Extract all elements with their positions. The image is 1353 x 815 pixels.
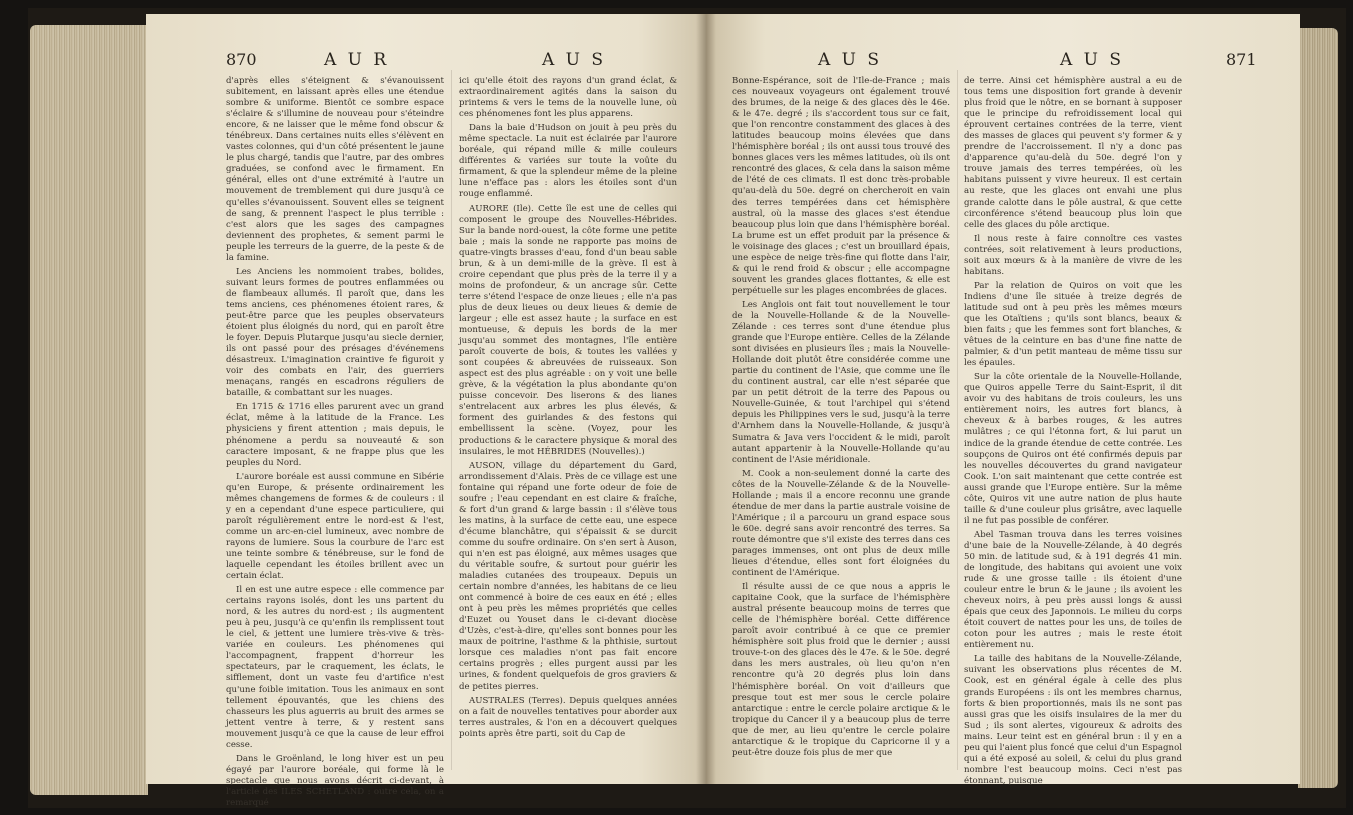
right-page (706, 14, 1300, 784)
paragraph: M. Cook a non-seulement donné la carte des côtes de la Nouvelle-Zélande & de la Nouvelle-Hollande ; mais il a encore reconnu une grande étendue de mer dans la partie australe voisine de l'Amérique ; il a parcouru un grand espace sous le 60e. degré sans avoir rencontré des terres. Sa route démontre que s'il existe des terres dans ces parages immenses, ont ont plus de deux mille lieues d'étendue, elles sont fort éloignées du continent de l'Amérique. (732, 468, 950, 579)
page-number-left: 870 (226, 50, 257, 69)
paragraph: En 1715 & 1716 elles parurent avec un grand éclat, même à la latitude de la France. Les physiciens y firent attention ; mais depuis, le phénomene a perdu sa nouveauté & son caractere imposant, & ne frappe plus que les peuples du Nord. (226, 402, 444, 468)
left-page-column-2 (459, 76, 677, 743)
page-number-right: 871 (1226, 50, 1257, 69)
running-head-left-2: A U S (542, 50, 607, 70)
column-rule (451, 70, 452, 770)
paragraph: Par la relation de Quiros on voit que les Indiens d'une île située à treize degrés de latitude sud ont à peu près les mêmes mœurs que les Otaïtiens ; qu'ils sont blancs, beaux & bien faits ; que les femmes sont fort blanches, & vêtues de la ceinture en bas d'une fine natte de palmier, & d'un petit manteau de même tissu sur les épaules. (964, 280, 1182, 369)
paragraph: de terre. Ainsi cet hémisphère austral a eu de tous tems une disposition fort grande à devenir plus froid que le nôtre, en se bornant à supposer que le principe du refroidissement local qui éprouvent certaines contrées de la terre, vient des masses de glaces qui peuvent s'y former & y prendre de l'accroissement. Il n'y a donc pas d'apparence qu'au-delà du 50e. degré l'on y trouve jamais des terres tempérées, où les habitans puissent y vivre heureux. Il est certain au reste, que les glaces ont envahi une plus grande calotte dans le pôle austral, & que cette circonférence s'étend beaucoup plus loin que celle des glaces du pôle arctique. (964, 76, 1182, 230)
paragraph: AURORE (Ile). Cette île est une de celles qui composent le groupe des Nouvelles-Hébrides. Sur la bande nord-ouest, la côte forme une petite baie ; mais la sonde ne rapporte pas moins de quatre-vingts brasses d'eau, fond d'un beau sable brun, & à un demi-mille de la grève. Il est à croire cependant que plus près de la terre il y a moins de profondeur, & un ancrage sûr. Cette terre s'étend l'espace de onze lieues ; elle n'a pas plus de deux lieues ou deux lieues & demie de largeur ; elle est assez haute ; la surface en est montueuse, & depuis les bords de la mer jusqu'au sommet des montagnes, l'île entière paroît couverte de bois, & toutes les vallées y sont coupées & abreuvées de ruisseaux. Son aspect est des plus agréable : on y voit une belle grève, & la végétation la plus abondante qu'on puisse concevoir. Des liserons & des lianes s'entrelacent aux arbres les plus élevés, & forment des guirlandes & des festons qui embellissent la scène. (Voyez, pour les productions & le caractere physique & moral des insulaires, le mot HÉBRIDES (Nouvelles).) (459, 203, 677, 457)
paragraph: L'aurore boréale est aussi commune en Sibérie qu'en Europe, & présente ordinairement les mêmes changemens de formes & de couleurs : il y en a cependant d'une espece particuliere, qui paroît régulièrement entre le nord-est & l'est, comme un arc-en-ciel lumineux, avec nombre de rayons de lumiere. Sous la courbure de l'arc est une teinte sombre & ténébreuse, sur le fond de laquelle cependant les étoiles brillent avec un certain éclat. (226, 471, 444, 582)
paragraph: Bonne-Espérance, soit de l'Ile-de-France ; mais ces nouveaux voyageurs ont également trouvé des brumes, de la neige & des glaces dès le 46e. & le 47e. degré ; ils s'accordent tous sur ce fait, que l'on rencontre constamment des glaces à des latitudes beaucoup moins élevées que dans l'hémisphère boréal ; ils ont aussi tous trouvé des bonnes glaces vers les mêmes latitudes, où ils ont rencontré des glaces, & cela dans la saison même de l'été de ces climats. Il est donc très-probable qu'au-delà du 50e. degré on chercheroit en vain des terres tempérées dans cet hémisphère austral, où la masse des glaces s'est étendue beaucoup plus loin que dans l'hémisphère boréal. La brume est un effet produit par la présence & le voisinage des glaces ; c'est un brouillard épais, une espèce de neige très-fine qui flotte dans l'air, & qui le rend froid & obscur ; elle accompagne souvent les grandes glaces flottantes, & elle est perpétuelle sur les plages encombrées de glaces. (732, 76, 950, 296)
paragraph: AUSTRALES (Terres). Depuis quelques années on a fait de nouvelles tentatives pour aborder aux terres australes, & l'on en a découvert quelques points après être parti, soit du Cap de (459, 695, 677, 739)
paragraph: Les Anglois ont fait tout nouvellement le tour de la Nouvelle-Hollande & de la Nouvelle-Zélande : ces terres sont d'une étendue plus grande que l'Europe entière. Celles de la Zélande sont divisées en plusieurs îles ; mais la Nouvelle-Hollande doit plutôt être considérée comme une partie du continent de l'Asie, que comme une île du continent austral, car elle n'est séparée que par un petit détroit de la terre des Papous ou Nouvelle-Guinée, & tout l'archipel qui s'étend depuis les Philippines vers le sud, jusqu'à la terre d'Arnhem dans la Nouvelle-Hollande, & jusqu'à Sumatra & Java vers l'occident & le midi, paroît autant appartenir à la Nouvelle-Hollande qu'au continent de l'Asie méridionale. (732, 299, 950, 465)
paragraph: d'après elles s'éteignent & s'évanouissent subitement, en laissant après elles une étendue sombre & uniforme. Bientôt ce sombre espace s'éclaire & s'illumine de nouveau pour s'éteindre encore, & ne laisser que le même fond obscur & ténébreux. Dans certaines nuits elles s'élèvent en vastes colonnes, qui d'un côté présentent le jaune le plus chargé, tandis que l'autre, par des ombres graduées, se confond avec le firmament. En général, elles ont d'une extrémité à l'autre un mouvement de tremblement qui dure jusqu'à ce qu'elles s'évanouissent. Souvent elles se teignent de sang, & prennent l'aspect le plus terrible : c'est alors que les sages des campagnes deviennent des prophetes, & sement parmi le peuple les terreurs de la guerre, de la peste & de la famine. (226, 76, 444, 263)
paragraph: Abel Tasman trouva dans les terres voisines d'une baie de la Nouvelle-Zélande, à 40 degrés 50 min. de latitude sud, & à 191 degrés 41 min. de longitude, des habitans qui avoient une voix rude & une grosse taille : ils étoient d'une couleur entre le brun & le jaune ; ils avoient les cheveux noirs, à peu près aussi longs & aussi épais que ceux des Japonnois. Le milieu du corps étoit couvert de nattes pour les uns, de toiles de coton pour les autres ; mais le reste étoit entièrement nu. (964, 529, 1182, 651)
paragraph: Il nous reste à faire connoître ces vastes contrées, soit relativement à leurs productions, soit aux mœurs & à la manière de vivre de les habitans. (964, 233, 1182, 277)
right-page-column-2 (964, 76, 1182, 790)
left-page (146, 14, 706, 808)
running-head-right: A U S (818, 50, 883, 70)
book-gutter (696, 14, 716, 784)
left-page-column-1 (226, 76, 444, 812)
paragraph: Dans la baie d'Hudson on jouit à peu près du même spectacle. La nuit est éclairée par l'aurore boréale, qui répand mille & mille couleurs différentes & variées sur toute la voûte du firmament, & que la splendeur même de la pleine lune n'efface pas : alors les étoiles sont d'un rouge enflammé. (459, 123, 677, 200)
paragraph: AUSON, village du département du Gard, arrondissement d'Alais. Près de ce village est une fontaine qui répand une forte odeur de foie de soufre ; l'eau cependant en est claire & fraîche, & fort d'un grand & large bassin : il s'élève tous les matins, à la surface de cette eau, une espece d'écume blanchâtre, qui s'épaissit & se durcit comme du soufre ordinaire. On s'en sert à Auson, qui n'en est pas éloigné, aux mêmes usages que du véritable soufre, & surtout pour guérir les maladies cutanées des troupeaux. Depuis un certain nombre d'années, les habitans de ce lieu ont commencé à boire de ces eaux en été ; elles ont à peu près les mêmes propriétés que celles d'Euzet ou Youset dans le ci-devant diocèse d'Uzès, c'est-à-dire, qu'elles sont bonnes pour les maux de poitrine, l'asthme & la phthisie, surtout lorsque ces maladies n'ont pas fait encore certains progrès ; elles purgent aussi par les urines, & fondent quelquefois de gros graviers & de petites pierres. (459, 460, 677, 692)
paragraph: Sur la côte orientale de la Nouvelle-Hollande, que Quiros appelle Terre du Saint-Esprit, il dit avoir vu des habitans de trois couleurs, les uns entièrement noirs, les autres fort blancs, à cheveux & à barbes rouges, & les autres mulâtres ; ce qui l'étonna fort, & lui parut un indice de la grande étendue de cette contrée. Les soupçons de Quiros ont été confirmés depuis par les nouvelles découvertes du grand navigateur Cook. L'on sait maintenant que cette contrée est aussi grande que l'Europe entière. Sur la même côte, Quiros vit une autre nation de plus haute taille & d'une couleur plus grisâtre, avec laquelle il ne fut pas possible de conférer. (964, 372, 1182, 526)
paragraph: Dans le Groënland, le long hiver est un peu égayé par l'aurore boréale, qui forme là le spectacle que nous avons décrit ci-devant, à l'article des ILES SCHETLAND : outre cela, on a remarqué (226, 753, 444, 808)
right-page-column-1 (732, 76, 950, 762)
paragraph: Il en est une autre espece : elle commence par certains rayons isolés, dont les uns partent du nord, & les autres du nord-est ; ils augmentent peu à peu, jusqu'à ce qu'enfin ils remplissent tout le ciel, & jettent une lumiere très-vive & très-variée en couleurs. Les phénomenes qui l'accompagnent, frappent d'horreur les spectateurs, par le craquement, les éclats, le sifflement, dont un vaste feu d'artifice n'est qu'une foible imitation. Tous les animaux en sont tellement épouvantés, que les chiens des chasseurs les plus aguerris au bruit des armes se jettent ventre à terre, & y restent sans mouvement jusqu'à ce que la cause de leur effroi cesse. (226, 585, 444, 750)
running-head-left: A U R (324, 50, 390, 70)
paragraph: La taille des habitans de la Nouvelle-Zélande, suivant les observations plus récentes de M. Cook, est en général égale à celle des plus grands Européens : ils ont les membres charnus, forts & bien proportionnés, mais ils ne sont pas aussi gras que les oisifs insulaires de la mer du Sud ; ils sont alertes, vigoureux & adroits des mains. Leur teint est en général brun : il y en a peu qui l'aient plus foncé que celui d'un Espagnol qui a été exposé au soleil, & celui du plus grand nombre l'est beaucoup moins. Ceci n'est pas étonnant, puisque (964, 654, 1182, 786)
paragraph: ici qu'elle étoit des rayons d'un grand éclat, & extraordinairement agités dans la saison du printems & vers le tems de la nouvelle lune, où ces phénomenes font les plus apparens. (459, 76, 677, 120)
page-stack-left (30, 25, 148, 795)
column-rule (957, 70, 958, 770)
paragraph: Les Anciens les nommoient trabes, bolides, suivant leurs formes de poutres enflammées ou de flambeaux allumés. Il paroît que, dans les tems anciens, ces phénomenes étoient rares, & peut-être parce que les peuples observateurs étoient plus éloignés du nord, qui en paroît être le foyer. Depuis Plutarque jusqu'au siecle dernier, ils ont passé pour des présages d'événemens désastreux. L'imagination craintive fe figuroit y voir des combats en l'air, des guerriers menaçans, rangés en escadrons réguliers de bataille, & combattant sur les nuages. (226, 266, 444, 399)
page-stack-right (1298, 28, 1338, 788)
running-head-right-2: A U S (1060, 50, 1125, 70)
paragraph: Il résulte aussi de ce que nous a appris le capitaine Cook, que la surface de l'hémisphère austral présente beaucoup moins de terres que celle de l'hémisphère boréal. Cette différence paroît avoir contribué à ce que ce premier hémisphère soit plus froid que le dernier ; aussi trouve-t-on des glaces dès le 47e. & le 50e. degré dans les mers australes, où lieu qu'on n'en rencontre qu'à 20 degrés plus loin dans l'hémisphère boréal. On voit d'ailleurs que presque tout est mer sous le cercle polaire antarctique : entre le cercle polaire arctique & le tropique du Cancer il y a beaucoup plus de terre que de mer, au lieu qu'entre le cercle polaire antarctique & le tropique du Capricorne il y a peut-être douze fois plus de mer que (732, 582, 950, 758)
